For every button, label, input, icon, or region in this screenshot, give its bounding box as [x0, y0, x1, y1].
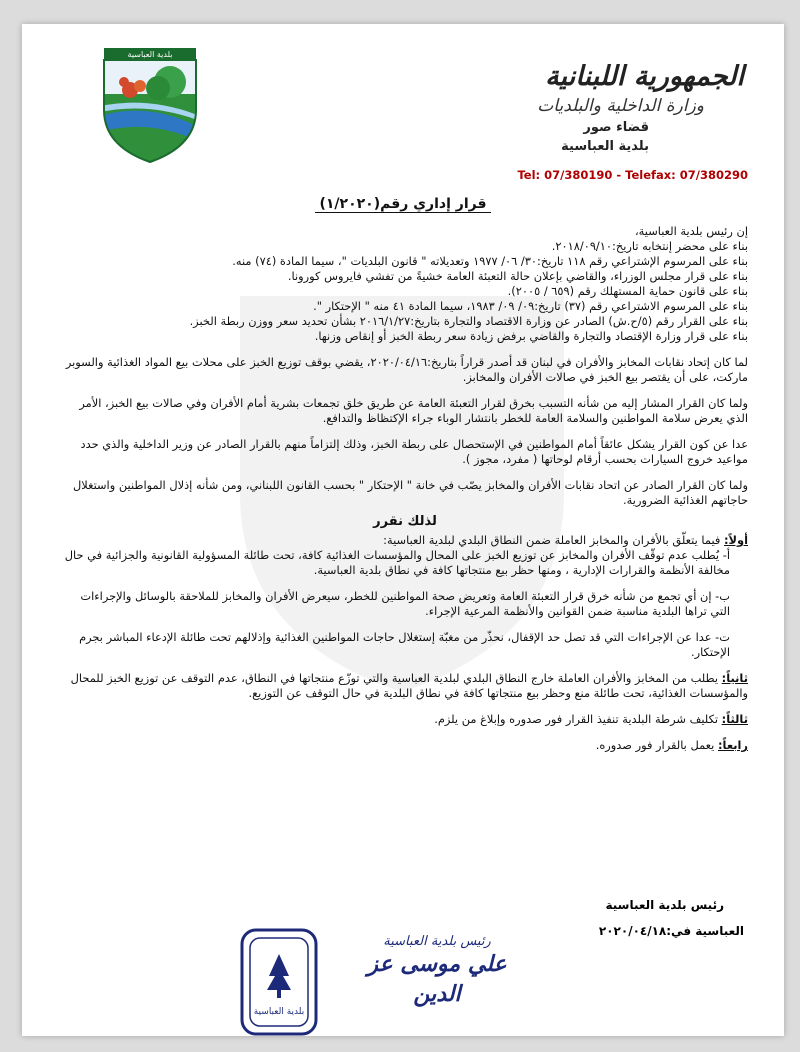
article-2-label: ثانياً:	[721, 671, 748, 685]
decision-date: العباسية في:٢٠٢٠/٠٤/١٨	[598, 924, 744, 938]
stamp-text: بلدية العباسية	[253, 1007, 305, 1017]
preamble-line: بناء على محضر إنتخابه تاريخ:٢٠١٨/٠٩/١٠.	[551, 239, 748, 253]
preamble-line: بناء على القرار رقم (٥/ح.ش) الصادر عن وزارة الاقتصاد والتجارة بتاريخ:٢٠١٦/١/٢٧ بشأن تحديد سعر ووزن ربطة الخبز.	[189, 314, 748, 328]
contact-phones: Tel: 07/380190 - Telefax: 07/380290	[517, 168, 748, 182]
decides-heading: لذلك نقرر	[373, 514, 437, 529]
signature-line-2: علي موسى عز الدين	[367, 951, 507, 1007]
article-1-c: ت- عدا عن الإجراءات التي قد تصل حد الإقفال، نحذّر من مغبّة إستغلال حاجات المواطنين الغذائية وإذلالهم تحت طائلة الإدعاء المباشر بجرم الإحتكار.	[79, 630, 730, 659]
preamble-line: بناء على قرار مجلس الوزراء، والقاضي بإعلان حالة التعبئة العامة خشيةً من تفشي فايروس كورونا.	[287, 269, 748, 283]
article-2-text: يطلب من المخابز والأفران العاملة خارج النطاق البلدي لبلدية العباسية والتي توزّع منتجاتها في النطاق، عدم التوقف عن توزيع الخبز للمحال والمؤسسات الغذائية، تحت طائلة منع وحظر بيع منتجاتها كافة في نطاق البلدية في حال التوقف عن التوزيع.	[70, 671, 748, 700]
decision-title: قرار إداري رقم(١/٢٠٢٠)	[22, 196, 784, 212]
article-1	[62, 533, 748, 548]
decision-body	[62, 224, 748, 753]
article-1-b: ب- إن أي تجمع من شأنه خرق قرار التعبئة العامة وتعريض صحة المواطنين للخطر، سيعرض الأفران والمخابز للملاحقة بالوسائل والإجراءات التي تراها البلدية مناسبة ضمن القوانين والأنظمة المرعية الإجراء.	[80, 589, 730, 618]
article-3	[62, 712, 748, 727]
article-3-text: تكليف شرطة البلدية تنفيذ القرار فور صدوره وإبلاغ من يلزم.	[434, 712, 719, 726]
article-2	[62, 671, 748, 701]
signature-line-1: رئيس بلدية العباسية	[383, 934, 491, 949]
article-1-intro: فيما يتعلّق بالأفران والمخابز العاملة ضمن النطاق البلدي لبلدية العباسية:	[383, 533, 721, 547]
preamble-line: إن رئيس بلدية العباسية،	[634, 224, 748, 238]
consideration-paragraph: لما كان إتحاد نقابات المخابز والأفران في لبنان قد أصدر قراراً بتاريخ:٢٠٢٠/٠٤/١٦، يقضي بوقف توزيع الخبز على محلات بيع المواد الغذائية والسوبر ماركت، على أن يقتصر بيع الخبز في صالات الأفران والمخابز.	[65, 355, 748, 384]
article-4-text: يعمل بالقرار فور صدوره.	[595, 738, 715, 752]
article-1-label: أولاً:	[723, 533, 748, 547]
article-3-label: ثالثاً:	[721, 712, 748, 726]
republic-title: الجمهورية اللبنانية	[545, 61, 744, 92]
preamble-line: بناء على قانون حماية المستهلك رقم (٦٥٩ / ٢٠٠٥).	[507, 284, 748, 298]
preamble-line: بناء على قرار وزارة الإقتصاد والتجارة والقاضي برفض زيادة سعر ربطة الخبز أو إنقاص وزنها.	[314, 329, 748, 343]
ministry-name: وزارة الداخلية والبلديات	[537, 96, 704, 116]
consideration-paragraph: ولما كان القرار المشار إليه من شأنه التسبب بخرق لقرار التعبئة العامة عن طريق خلق تجمعات بشرية أمام الأفران وفي صالات بيع الخبز، الأمر الذي يعرض سلامة المواطنين والسلامة العامة للخطر بانتشار الوباء جراء الإكتظاظ والتدافع.	[79, 396, 748, 425]
letterhead	[384, 60, 744, 156]
preamble-line: بناء على المرسوم الاشتراعي رقم (٣٧) تاريخ:٠٩/ ٠٩/ ١٩٨٣، سيما المادة ٤١ منه " الإحتكار ".	[313, 299, 748, 313]
signatory-title: رئيس بلدية العباسية	[605, 898, 724, 912]
document-page	[22, 24, 784, 1036]
article-1-a: أ- يُطلب عدم توقّف الأفران والمخابز عن توزيع الخبز على المحال والمؤسسات الغذائية كافة، تحت طائلة المسؤولية القانونية والجزائية في حال مخالفة الأنظمة والقرارات الإدارية ، ومنها حظر بيع منتجاتها كافة في نطاق بلدية العباسية.	[64, 548, 730, 577]
handwritten-signature	[352, 934, 522, 1009]
consideration-paragraph: ولما كان القرار الصادر عن اتحاد نقابات الأفران والمخابز يصّب في خانة " الإحتكار " بحسب القانون اللبناني، ومن شأنه إذلال المواطنين واستغلال حاجاتهم الغذائية الضرورية.	[73, 478, 748, 507]
municipality-logo-icon	[100, 46, 200, 164]
district-name: قضاء صور	[583, 120, 649, 135]
logo-text: بلدية العباسية	[127, 50, 173, 59]
consideration-paragraph: عدا عن كون القرار يشكل عائقاً أمام المواطنين في الإستحصال على ربطة الخبز، وذلك إلتزاماً منهم بالقرار الصادر عن وزير الداخلية والذي حدد مواعيد خروج السيارات بحسب أرقام لوحاتها ( مفرد، مجوز ).	[80, 437, 748, 466]
signature-block	[22, 884, 784, 1034]
article-4	[62, 738, 748, 753]
article-4-label: رابعاً:	[717, 738, 748, 752]
preamble-line: بناء على المرسوم الإشتراعي رقم ١١٨ تاريخ:٣٠/ ٠٦/ ١٩٧٧ وتعديلاته " قانون البلديات "، سيما المادة (٧٤) منه.	[232, 254, 748, 268]
official-stamp-icon	[234, 924, 324, 1036]
municipality-name: بلدية العباسية	[561, 139, 649, 154]
